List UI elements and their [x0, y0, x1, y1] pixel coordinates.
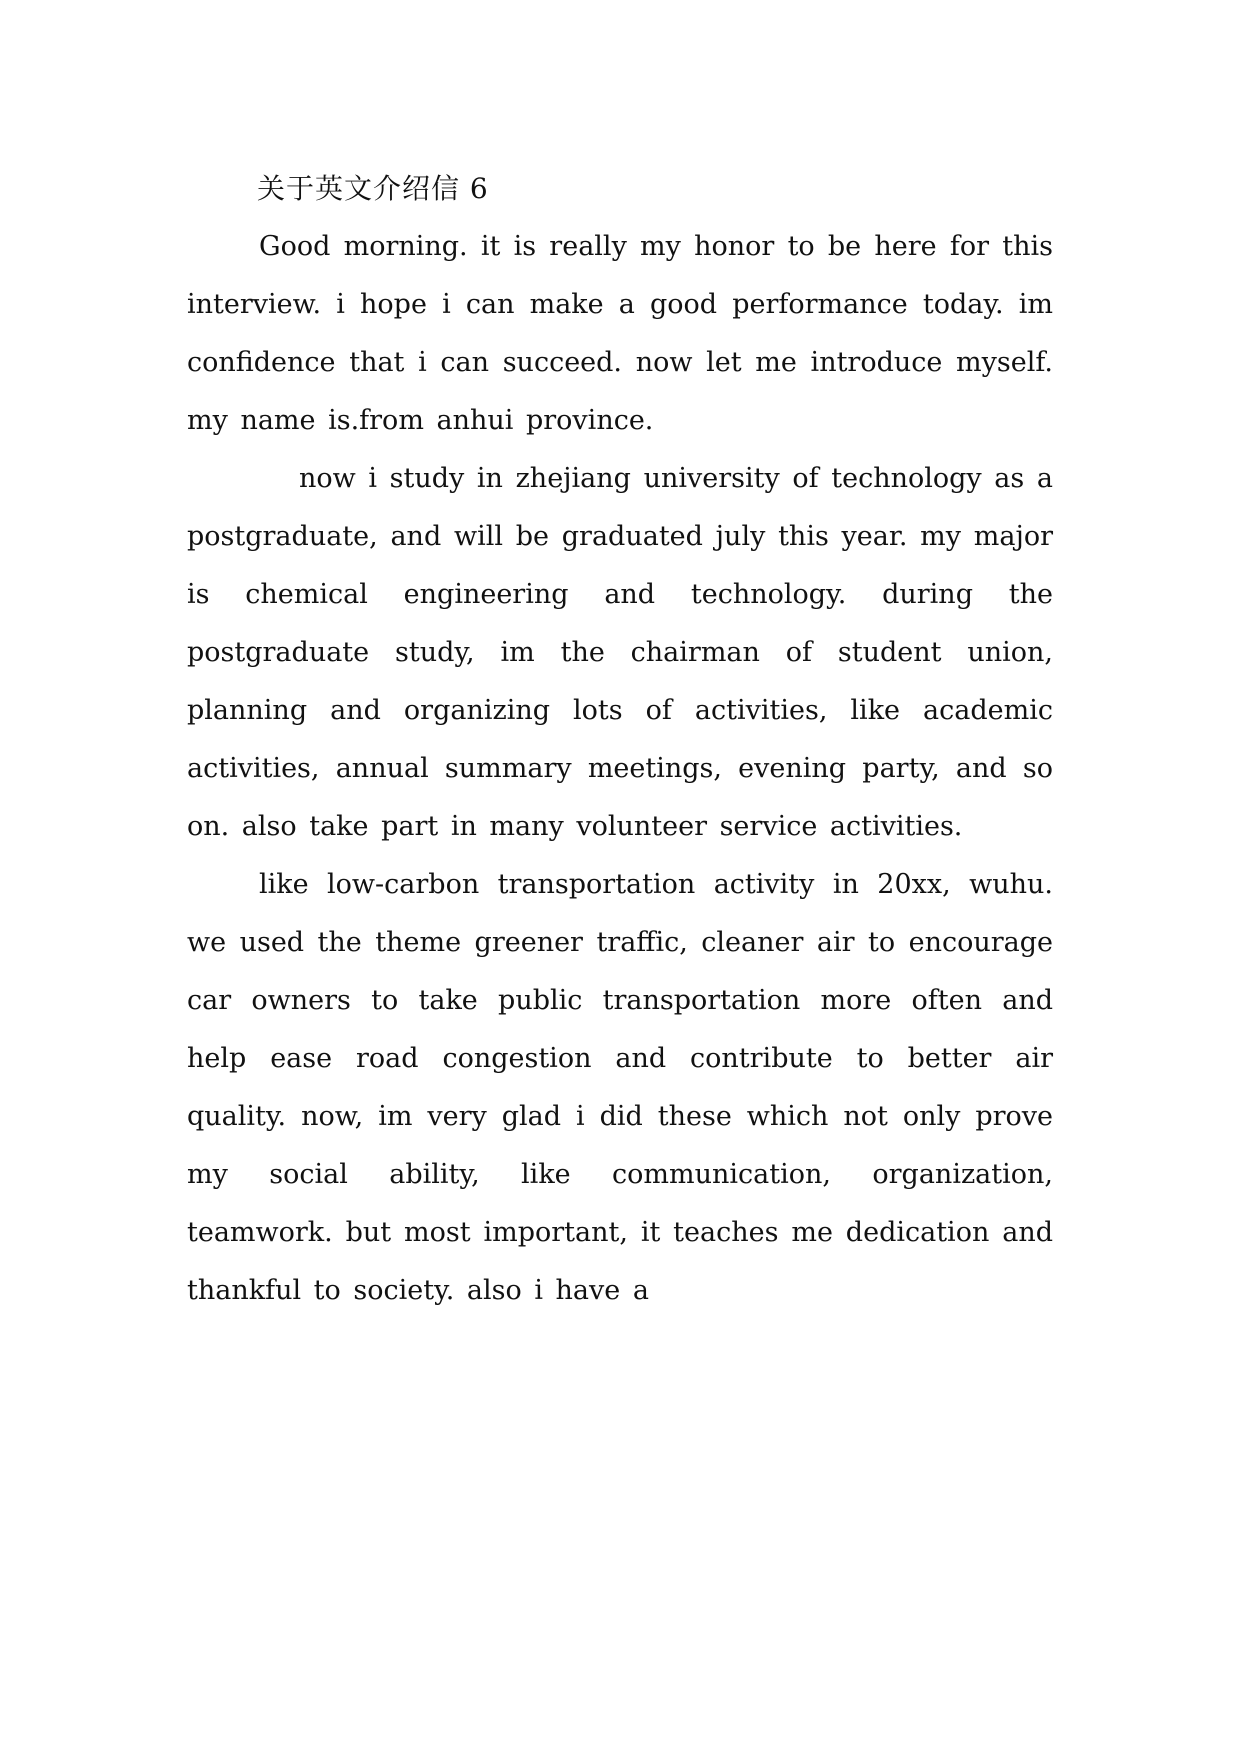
paragraph-volunteer-experience: like low-carbon transportation activity in 20xx, wuhu. we used the theme greener traffic, cleaner air to encourage car owners to take public transportation more often and help ease road congestion and contribute to better air quality. now, im very glad i did these which not only prove my social ability, like communication, organization, teamwork. but most important, it teaches me dedication and thankful to society. also i have a	[187, 869, 1053, 1306]
section-heading: 关于英文介绍信 6	[257, 172, 489, 205]
paragraph-introduction: Good morning. it is really my honor to be here for this interview. i hope i can make a good performance today. im confidence that i can succeed. now let me introduce myself. my name is.from anhui province.	[187, 231, 1053, 436]
letter-body	[187, 160, 1053, 1320]
paragraph-study-and-activities: now i study in zhejiang university of technology as a postgraduate, and will be graduated july this year. my major is chemical engineering and technology. during the postgraduate study, im the chairman of student union, planning and organizing lots of activities, like academic activities, annual summary meetings, evening party, and so on. also take part in many volunteer service activities.	[187, 463, 1053, 842]
